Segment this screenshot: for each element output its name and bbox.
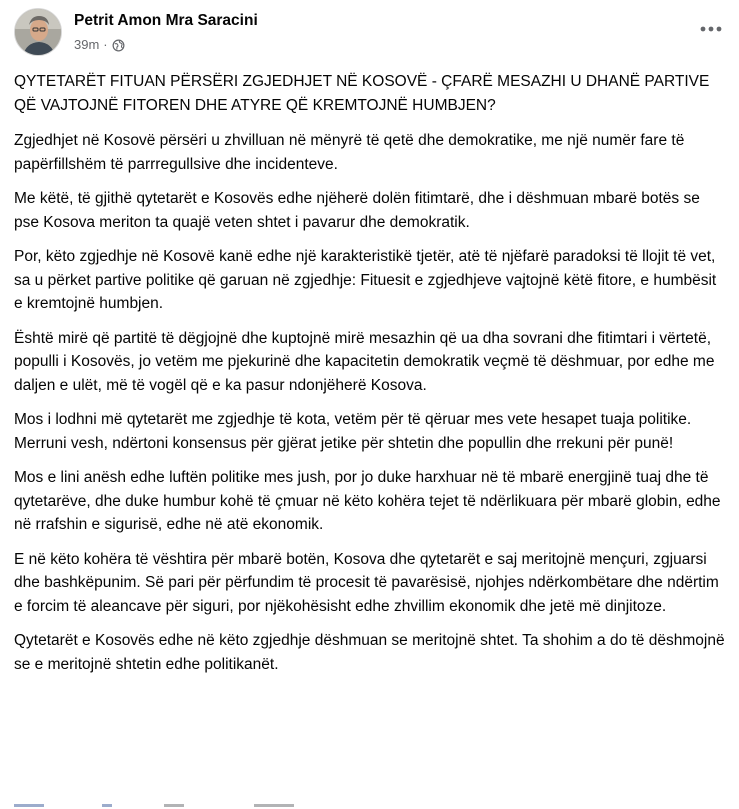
- cut-off-footer-row: [14, 800, 294, 809]
- avatar-image: [15, 9, 62, 56]
- post-paragraph: Por, këto zgjedhje në Kosovë kanë edhe një karakteristikë tjetër, atë të njëfarë paradoksi të llojit të vet, sa u përket partive politike që garuan në zgjedhje: Fituesit e zgjedhjeve vajtojnë këtë fitore, e humbësit e kremtojnë humbjen.: [14, 248, 717, 312]
- more-options-icon: [700, 26, 722, 32]
- globe-icon[interactable]: [112, 39, 125, 52]
- post-paragraph: Zgjedhjet në Kosovë përsëri u zhvilluan në mënyrë të qetë dhe demokratike, me një numër fare të papërfillshëm të parrregullsive dhe incidenteve.: [14, 132, 685, 173]
- post-paragraph: Mos i lodhni më qytetarët me zgjedhje të kota, vetëm për të qëruar mes vete hesapet tuaja politike. Merruni vesh, ndërtoni konsensus për gjërat jetike për shtetin dhe popullin dhe rrekuni për punë!: [14, 411, 692, 452]
- separator-dot: ·: [103, 37, 108, 52]
- more-options-button[interactable]: [693, 14, 729, 44]
- post-meta: [74, 11, 258, 53]
- author-name[interactable]: Petrit Amon Mra Saracini: [74, 12, 258, 29]
- post-paragraph: Mos e lini anësh edhe luftën politike mes jush, por jo duke harxhuar në të mbarë energjinë tuaj dhe të qytetarëve, dhe duke humbur kohë të çmuar në këto kohëra tejet të ndërlikuara për mbarë globin, edhe në rrafshin e sigurisë, edhe në atë ekonomik.: [14, 469, 721, 533]
- post-paragraph: Me këtë, të gjithë qytetarët e Kosovës edhe njëherë dolën fitimtarë, dhe i dëshmuan mbarë botës se pse Kosova meriton ta quajë veten shtet i pavarur dhe demokratik.: [14, 190, 700, 231]
- post-body: [14, 70, 726, 687]
- post-headline: QYTETARËT FITUAN PËRSËRI ZGJEDHJET NË KOSOVË - ÇFARË MESAZHI U DHANË PARTIVE QË VAJTOJNË FITOREN DHE ATYRE QË KREMTOJNË HUMBJEN?: [14, 73, 710, 114]
- post-header: [14, 8, 258, 58]
- avatar[interactable]: [14, 8, 62, 56]
- post-timestamp[interactable]: 39m: [74, 37, 100, 52]
- post-paragraph: Qytetarët e Kosovës edhe në këto zgjedhje dëshmuan se meritojnë shtet. Ta shohim a do të dëshmojnë se e meritojnë shtetin edhe politikanët.: [14, 632, 725, 673]
- post-subline: [74, 37, 258, 53]
- post-paragraph: E në këto kohëra të vështira për mbarë botën, Kosova dhe qytetarët e saj meritojnë mençuri, zgjuarsi dhe bashkëpunim. Së pari për përfundim të procesit të pavarësisë, njohjes ndërkombëtare dhe ndërtim e forcim të aleancave për siguri, por njëkohësisht edhe zhvillim ekonomik dhe jetë më dinjitoze.: [14, 550, 719, 615]
- post-paragraph: Është mirë që partitë të dëgjojnë dhe kuptojnë mirë mesazhin që ua dha sovrani dhe fitimtari i vërtetë, populli i Kosovës, jo vetëm me pjekurinë dhe kapacitetin demokratik veçmë të dëshmuar, por edhe me daljen e ulët, më të vogël që e ka pasur ndonjëherë Kosova.: [14, 329, 715, 394]
